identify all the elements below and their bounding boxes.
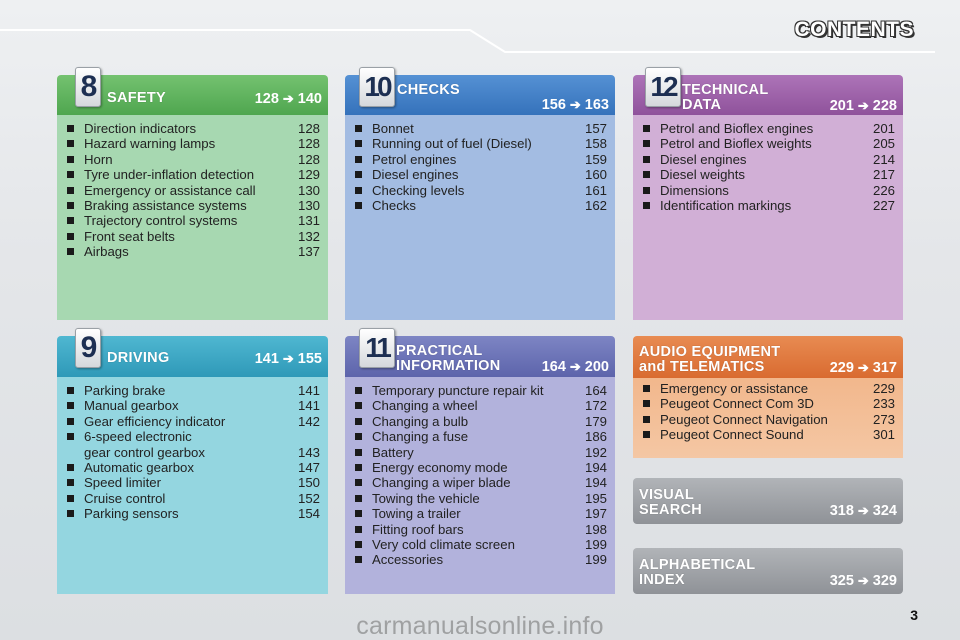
- section-driving[interactable]: [57, 331, 328, 594]
- audio-title: AUDIO EQUIPMENT and TELEMATICS: [639, 344, 781, 375]
- list-item[interactable]: [67, 229, 320, 244]
- item-page-number: 130: [297, 198, 320, 214]
- square-bullet-icon: [355, 171, 362, 178]
- checks-page-range: 156 ➔ 163: [541, 97, 609, 113]
- alphabetical-index-header[interactable]: [633, 548, 903, 594]
- section-audio-telematics[interactable]: [633, 336, 903, 458]
- item-page-number: 152: [297, 490, 320, 506]
- item-label: Checking levels: [372, 182, 465, 198]
- list-item[interactable]: [643, 381, 895, 396]
- list-item[interactable]: [67, 383, 320, 398]
- item-page-number: 142: [297, 413, 320, 429]
- square-bullet-icon: [67, 125, 74, 132]
- item-page-number: 179: [584, 413, 607, 429]
- item-label: Diesel engines: [660, 151, 747, 167]
- practical-header[interactable]: [345, 332, 615, 377]
- item-page-number: 172: [584, 398, 607, 414]
- list-item[interactable]: [355, 460, 607, 475]
- list-item[interactable]: [67, 198, 320, 213]
- square-bullet-icon: [67, 233, 74, 240]
- item-page-number: 198: [584, 521, 607, 537]
- alphabetical-index-title: ALPHABETICAL INDEX: [639, 557, 756, 588]
- item-page-number: 129: [297, 167, 320, 183]
- arrow-right-icon: ➔: [569, 359, 581, 374]
- item-page-number: 233: [872, 396, 895, 412]
- square-bullet-icon: [643, 416, 650, 423]
- item-label: Tyre under-inflation detection: [84, 167, 255, 183]
- square-bullet-icon: [355, 541, 362, 548]
- square-bullet-icon: [355, 187, 362, 194]
- item-page-number: 205: [872, 136, 895, 152]
- safety-item-list: [67, 121, 320, 260]
- technical-header[interactable]: [633, 71, 903, 115]
- list-item[interactable]: [643, 167, 895, 182]
- item-label: Automatic gearbox: [84, 460, 194, 476]
- item-label: Checks: [372, 198, 416, 214]
- item-label: Front seat belts: [84, 228, 175, 244]
- list-item[interactable]: [643, 396, 895, 411]
- item-page-number: 130: [297, 182, 320, 198]
- square-bullet-icon: [355, 526, 362, 533]
- item-label: Peugeot Connect Sound: [660, 427, 804, 443]
- chapter-badge: 12: [645, 67, 681, 107]
- list-item[interactable]: [67, 491, 320, 506]
- watermark: carmanualsonline.info: [356, 612, 604, 640]
- list-item[interactable]: [67, 506, 320, 521]
- square-bullet-icon: [355, 202, 362, 209]
- safety-page-range: 128 ➔ 140: [254, 91, 322, 107]
- square-bullet-icon: [355, 418, 362, 425]
- section-alphabetical-index[interactable]: [633, 548, 903, 594]
- list-item[interactable]: [355, 506, 607, 521]
- item-page-number: 137: [297, 244, 320, 260]
- list-item[interactable]: [355, 383, 607, 398]
- list-item[interactable]: [355, 398, 607, 413]
- audio-page-range: 229 ➔ 317: [829, 360, 897, 376]
- item-label: Very cold climate screen: [372, 537, 515, 553]
- item-label: Emergency or assistance: [660, 381, 809, 396]
- square-bullet-icon: [643, 171, 650, 178]
- item-page-number: 132: [297, 228, 320, 244]
- item-page-number: 160: [584, 167, 607, 183]
- item-page-number: 194: [584, 460, 607, 476]
- list-item[interactable]: [67, 414, 320, 429]
- alphabetical-index-page-range: 325 ➔ 329: [829, 573, 897, 589]
- item-label: Diesel weights: [660, 167, 746, 183]
- practical-item-list: [355, 383, 607, 568]
- list-item[interactable]: [67, 136, 320, 151]
- item-label: Petrol and Bioflex weights: [660, 136, 812, 152]
- driving-page-range: 141 ➔ 155: [254, 351, 322, 367]
- square-bullet-icon: [355, 510, 362, 517]
- item-label: Peugeot Connect Com 3D: [660, 396, 814, 412]
- item-label: Hazard warning lamps: [84, 136, 216, 152]
- chapter-badge: 11: [359, 328, 395, 368]
- item-page-number: 150: [297, 475, 320, 491]
- item-label: Bonnet: [372, 121, 414, 136]
- item-label: Changing a wiper blade: [372, 475, 511, 491]
- item-label: Fitting roof bars: [372, 521, 464, 537]
- item-label: Towing a trailer: [372, 506, 461, 522]
- square-bullet-icon: [67, 387, 74, 394]
- list-item[interactable]: [67, 475, 320, 490]
- square-bullet-icon: [643, 125, 650, 132]
- item-page-number: 128: [297, 136, 320, 152]
- square-bullet-icon: [67, 479, 74, 486]
- list-item[interactable]: [355, 198, 607, 213]
- item-label: Gear efficiency indicator: [84, 413, 226, 429]
- audio-item-list: [643, 381, 895, 443]
- square-bullet-icon: [643, 156, 650, 163]
- safety-header[interactable]: [57, 70, 328, 115]
- item-label: Horn: [84, 151, 113, 167]
- square-bullet-icon: [355, 495, 362, 502]
- square-bullet-icon: [67, 248, 74, 255]
- square-bullet-icon: [355, 464, 362, 471]
- item-page-number: 201: [872, 121, 895, 136]
- item-page-number: 273: [872, 411, 895, 427]
- square-bullet-icon: [67, 171, 74, 178]
- driving-title: DRIVING: [107, 350, 170, 366]
- item-label-continued: gear control gearbox: [84, 444, 205, 460]
- square-bullet-icon: [643, 431, 650, 438]
- list-item[interactable]: [67, 460, 320, 475]
- item-page-number: 217: [872, 167, 895, 183]
- chapter-badge: 8: [75, 67, 101, 107]
- item-page-number: 157: [584, 121, 607, 136]
- square-bullet-icon: [67, 217, 74, 224]
- square-bullet-icon: [643, 187, 650, 194]
- square-bullet-icon: [355, 433, 362, 440]
- item-label: Braking assistance systems: [84, 198, 247, 214]
- practical-page-range: 164 ➔ 200: [541, 359, 609, 375]
- item-label: Emergency or assistance call: [84, 182, 256, 198]
- square-bullet-icon: [643, 385, 650, 392]
- list-item[interactable]: [355, 522, 607, 537]
- item-page-number: 162: [584, 198, 607, 214]
- visual-search-page-range: 318 ➔ 324: [829, 503, 897, 519]
- item-label: Battery: [372, 444, 414, 460]
- item-label: Airbags: [84, 244, 129, 260]
- item-label: Towing the vehicle: [372, 490, 480, 506]
- item-label: Changing a wheel: [372, 398, 478, 414]
- square-bullet-icon: [355, 449, 362, 456]
- square-bullet-icon: [643, 400, 650, 407]
- item-label: Cruise control: [84, 490, 166, 506]
- item-page-number: 186: [584, 429, 607, 445]
- square-bullet-icon: [67, 464, 74, 471]
- list-item[interactable]: [355, 491, 607, 506]
- item-page-number: 226: [872, 182, 895, 198]
- checks-title: CHECKS: [397, 82, 461, 98]
- list-item[interactable]: [67, 152, 320, 167]
- list-item[interactable]: [355, 183, 607, 198]
- item-label: Diesel engines: [372, 167, 459, 183]
- item-label: Dimensions: [660, 182, 729, 198]
- technical-title: TECHNICAL DATA: [682, 82, 769, 113]
- section-safety[interactable]: [57, 70, 328, 320]
- item-label: Accessories: [372, 552, 444, 568]
- square-bullet-icon: [67, 156, 74, 163]
- square-bullet-icon: [355, 125, 362, 132]
- item-page-number: 214: [872, 151, 895, 167]
- item-label: Running out of fuel (Diesel): [372, 136, 532, 152]
- item-page-number: 161: [584, 182, 607, 198]
- square-bullet-icon: [67, 202, 74, 209]
- list-item[interactable]: [355, 475, 607, 490]
- item-page-number: 199: [584, 537, 607, 553]
- square-bullet-icon: [67, 187, 74, 194]
- list-item[interactable]: [355, 121, 607, 136]
- list-item[interactable]: [355, 414, 607, 429]
- square-bullet-icon: [643, 140, 650, 147]
- item-page-number: 143: [297, 444, 320, 460]
- item-page-number: 147: [297, 460, 320, 476]
- audio-header[interactable]: [633, 336, 903, 378]
- arrow-right-icon: ➔: [857, 503, 869, 518]
- arrow-right-icon: ➔: [569, 97, 581, 112]
- list-item[interactable]: [643, 412, 895, 427]
- square-bullet-icon: [67, 510, 74, 517]
- square-bullet-icon: [355, 479, 362, 486]
- safety-title: SAFETY: [107, 90, 166, 106]
- item-page-number: 141: [297, 398, 320, 414]
- list-item[interactable]: [67, 429, 320, 460]
- list-item[interactable]: [355, 167, 607, 182]
- item-label: Direction indicators: [84, 121, 197, 136]
- list-item[interactable]: [355, 152, 607, 167]
- square-bullet-icon: [67, 402, 74, 409]
- list-item[interactable]: [67, 213, 320, 228]
- checks-item-list: [355, 121, 607, 213]
- square-bullet-icon: [355, 156, 362, 163]
- item-label: Energy economy mode: [372, 460, 508, 476]
- list-item[interactable]: [355, 429, 607, 444]
- list-item[interactable]: [355, 552, 607, 567]
- square-bullet-icon: [67, 418, 74, 425]
- technical-item-list: [643, 121, 895, 213]
- arrow-right-icon: ➔: [857, 98, 869, 113]
- item-page-number: 158: [584, 136, 607, 152]
- list-item[interactable]: [643, 427, 895, 442]
- item-page-number: 195: [584, 490, 607, 506]
- chapter-badge: 9: [75, 328, 101, 368]
- item-label: Parking brake: [84, 383, 166, 398]
- square-bullet-icon: [355, 556, 362, 563]
- item-label: Speed limiter: [84, 475, 161, 491]
- item-page-number: 197: [584, 506, 607, 522]
- list-item[interactable]: [643, 152, 895, 167]
- item-page-number: 164: [584, 383, 607, 398]
- item-label: Trajectory control systems: [84, 213, 238, 229]
- item-page-number: 159: [584, 151, 607, 167]
- list-item[interactable]: [355, 445, 607, 460]
- list-item[interactable]: [643, 198, 895, 213]
- page-title: CONTENTS: [794, 18, 914, 41]
- item-page-number: 128: [297, 121, 320, 136]
- arrow-right-icon: ➔: [282, 351, 294, 366]
- list-item[interactable]: [67, 398, 320, 413]
- page-number: 3: [910, 607, 918, 623]
- item-page-number: 301: [872, 427, 895, 443]
- item-label: Changing a fuse: [372, 429, 469, 445]
- technical-page-range: 201 ➔ 228: [829, 98, 897, 114]
- visual-search-title: VISUAL SEARCH: [639, 487, 703, 518]
- list-item[interactable]: [67, 121, 320, 136]
- item-page-number: 194: [584, 475, 607, 491]
- section-checks[interactable]: [345, 71, 615, 320]
- list-item[interactable]: [355, 136, 607, 151]
- driving-header[interactable]: [57, 331, 328, 377]
- list-item[interactable]: [643, 183, 895, 198]
- item-label: Manual gearbox: [84, 398, 179, 414]
- item-label: Peugeot Connect Navigation: [660, 411, 828, 427]
- item-label: Identification markings: [660, 198, 792, 214]
- item-page-number: 192: [584, 444, 607, 460]
- item-page-number: 141: [297, 383, 320, 398]
- item-page-number: 154: [297, 506, 320, 522]
- item-page-number: 199: [584, 552, 607, 568]
- square-bullet-icon: [355, 387, 362, 394]
- list-item[interactable]: [67, 183, 320, 198]
- square-bullet-icon: [643, 202, 650, 209]
- arrow-right-icon: ➔: [282, 91, 294, 106]
- list-item[interactable]: [643, 121, 895, 136]
- visual-search-header[interactable]: [633, 478, 903, 524]
- square-bullet-icon: [67, 495, 74, 502]
- section-visual-search[interactable]: [633, 478, 903, 524]
- square-bullet-icon: [355, 402, 362, 409]
- list-item[interactable]: [643, 136, 895, 151]
- list-item[interactable]: [67, 244, 320, 259]
- square-bullet-icon: [67, 433, 74, 440]
- section-technical-data[interactable]: [633, 71, 903, 320]
- list-item[interactable]: [67, 167, 320, 182]
- square-bullet-icon: [67, 140, 74, 147]
- item-page-number: 227: [872, 198, 895, 214]
- item-page-number: 229: [872, 381, 895, 396]
- item-page-number: 128: [297, 151, 320, 167]
- item-label: 6-speed electronic: [84, 429, 192, 445]
- item-label: Temporary puncture repair kit: [372, 383, 544, 398]
- driving-item-list: [67, 383, 320, 522]
- item-label: Changing a bulb: [372, 413, 469, 429]
- practical-title: PRACTICAL INFORMATION: [396, 343, 501, 374]
- square-bullet-icon: [355, 140, 362, 147]
- item-page-number: 131: [297, 213, 320, 229]
- arrow-right-icon: ➔: [857, 360, 869, 375]
- checks-header[interactable]: [345, 71, 615, 115]
- item-label: Petrol engines: [372, 151, 457, 167]
- list-item[interactable]: [355, 537, 607, 552]
- section-practical-information[interactable]: [345, 332, 615, 594]
- arrow-right-icon: ➔: [857, 573, 869, 588]
- item-label: Petrol and Bioflex engines: [660, 121, 814, 136]
- item-label: Parking sensors: [84, 506, 179, 522]
- chapter-badge: 10: [359, 67, 395, 107]
